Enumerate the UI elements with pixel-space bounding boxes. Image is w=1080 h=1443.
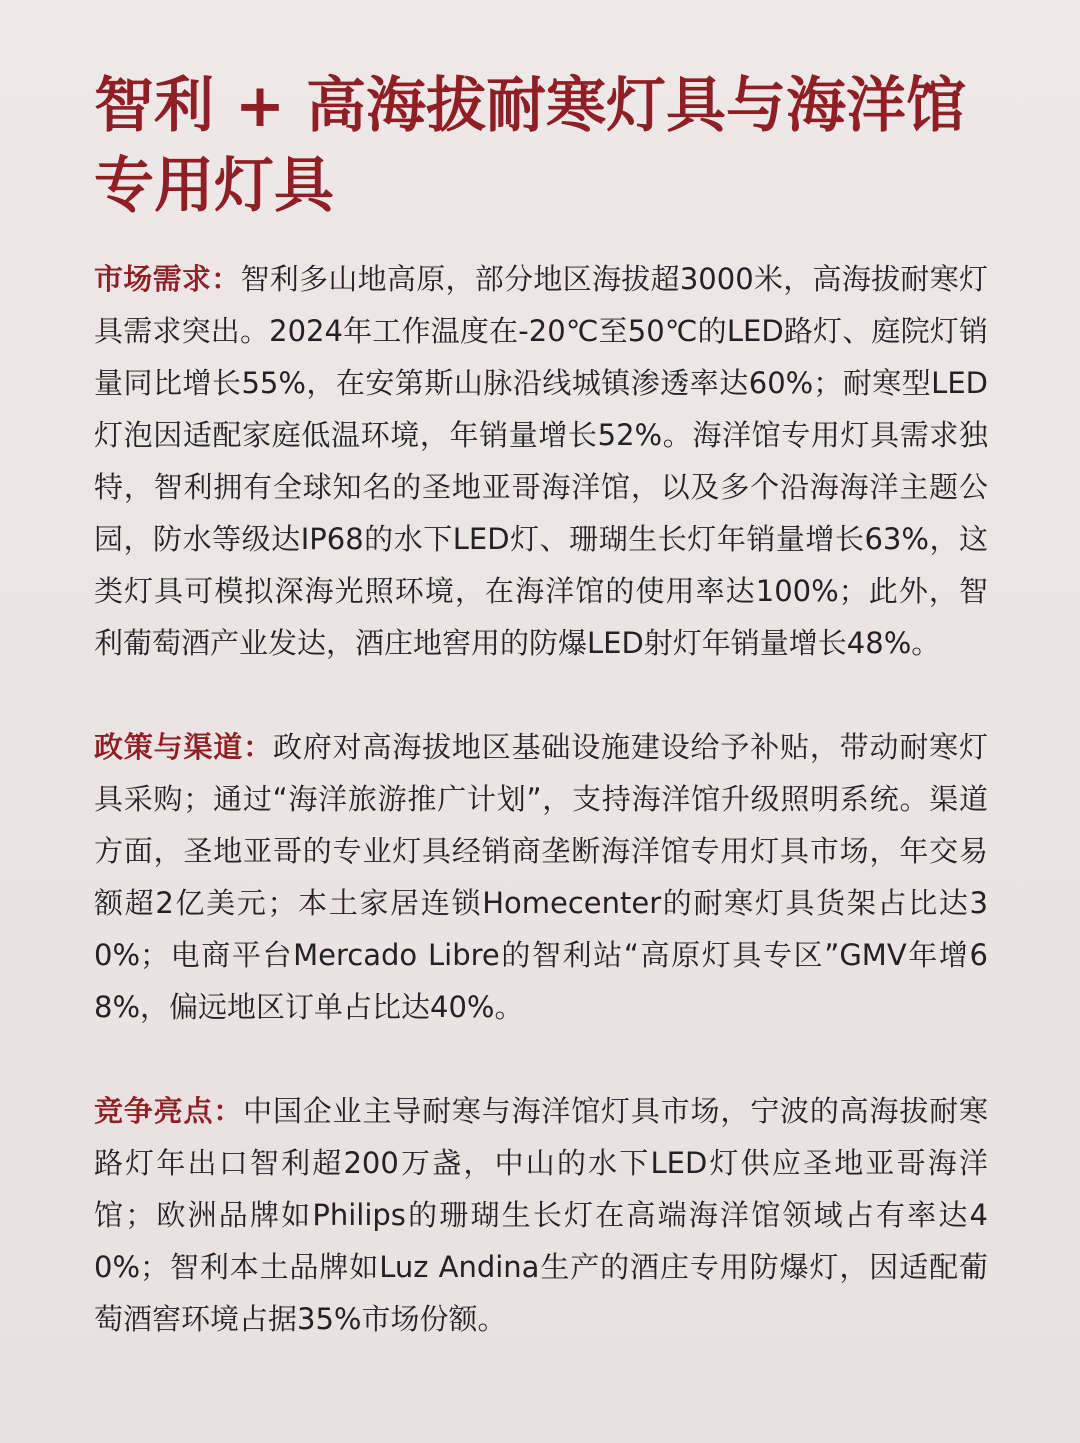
section-policy-channels [94, 721, 988, 1033]
section-label-competition: 竞争亮点： [94, 1094, 244, 1128]
section-text-market-demand: 智利多山地高原，部分地区海拔超3000米，高海拔耐寒灯具需求突出。2024年工作温度在-20℃至50℃的LED路灯、庭院灯销量同比增长55%，在安第斯山脉沿线城镇渗透率达60%；耐寒型LED灯泡因适配家庭低温环境，年销量增长52%。海洋馆专用灯具需求独特，智利拥有全球知名的圣地亚哥海洋馆，以及多个沿海海洋主题公园，防水等级达IP68的水下LED灯、珊瑚生长灯年销量增长63%，这类灯具可模拟深海光照环境，在海洋馆的使用率达100%；此外，智利葡萄酒产业发达，酒庄地窖用的防爆LED射灯年销量增长48%。 [94, 262, 988, 660]
section-text-competition: 中国企业主导耐寒与海洋馆灯具市场，宁波的高海拔耐寒路灯年出口智利超200万盏，中山的水下LED灯供应圣地亚哥海洋馆；欧洲品牌如Philips的珊瑚生长灯在高端海洋馆领域占有率达40%；智利本土品牌如Luz Andina生产的酒庄专用防爆灯，因适配葡萄酒窖环境占据35%市场份额。 [94, 1094, 988, 1336]
section-text-policy-channels: 政府对高海拔地区基础设施建设给予补贴，带动耐寒灯具采购；通过“海洋旅游推广计划”，支持海洋馆升级照明系统。渠道方面，圣地亚哥的专业灯具经销商垄断海洋馆专用灯具市场，年交易额超2亿美元；本土家居连锁Homecenter的耐寒灯具货架占比达30%；电商平台Mercado Libre的智利站“高原灯具专区”GMV年增68%，偏远地区订单占比达40%。 [94, 730, 988, 1024]
section-label-market-demand: 市场需求： [94, 262, 241, 296]
article [94, 66, 988, 1345]
section-market-demand [94, 253, 988, 669]
section-competition-highlights [94, 1085, 988, 1345]
section-label-policy-channels: 政策与渠道： [94, 730, 273, 764]
page-title: 智利 + 高海拔耐寒灯具与海洋馆专用灯具 [94, 71, 967, 221]
